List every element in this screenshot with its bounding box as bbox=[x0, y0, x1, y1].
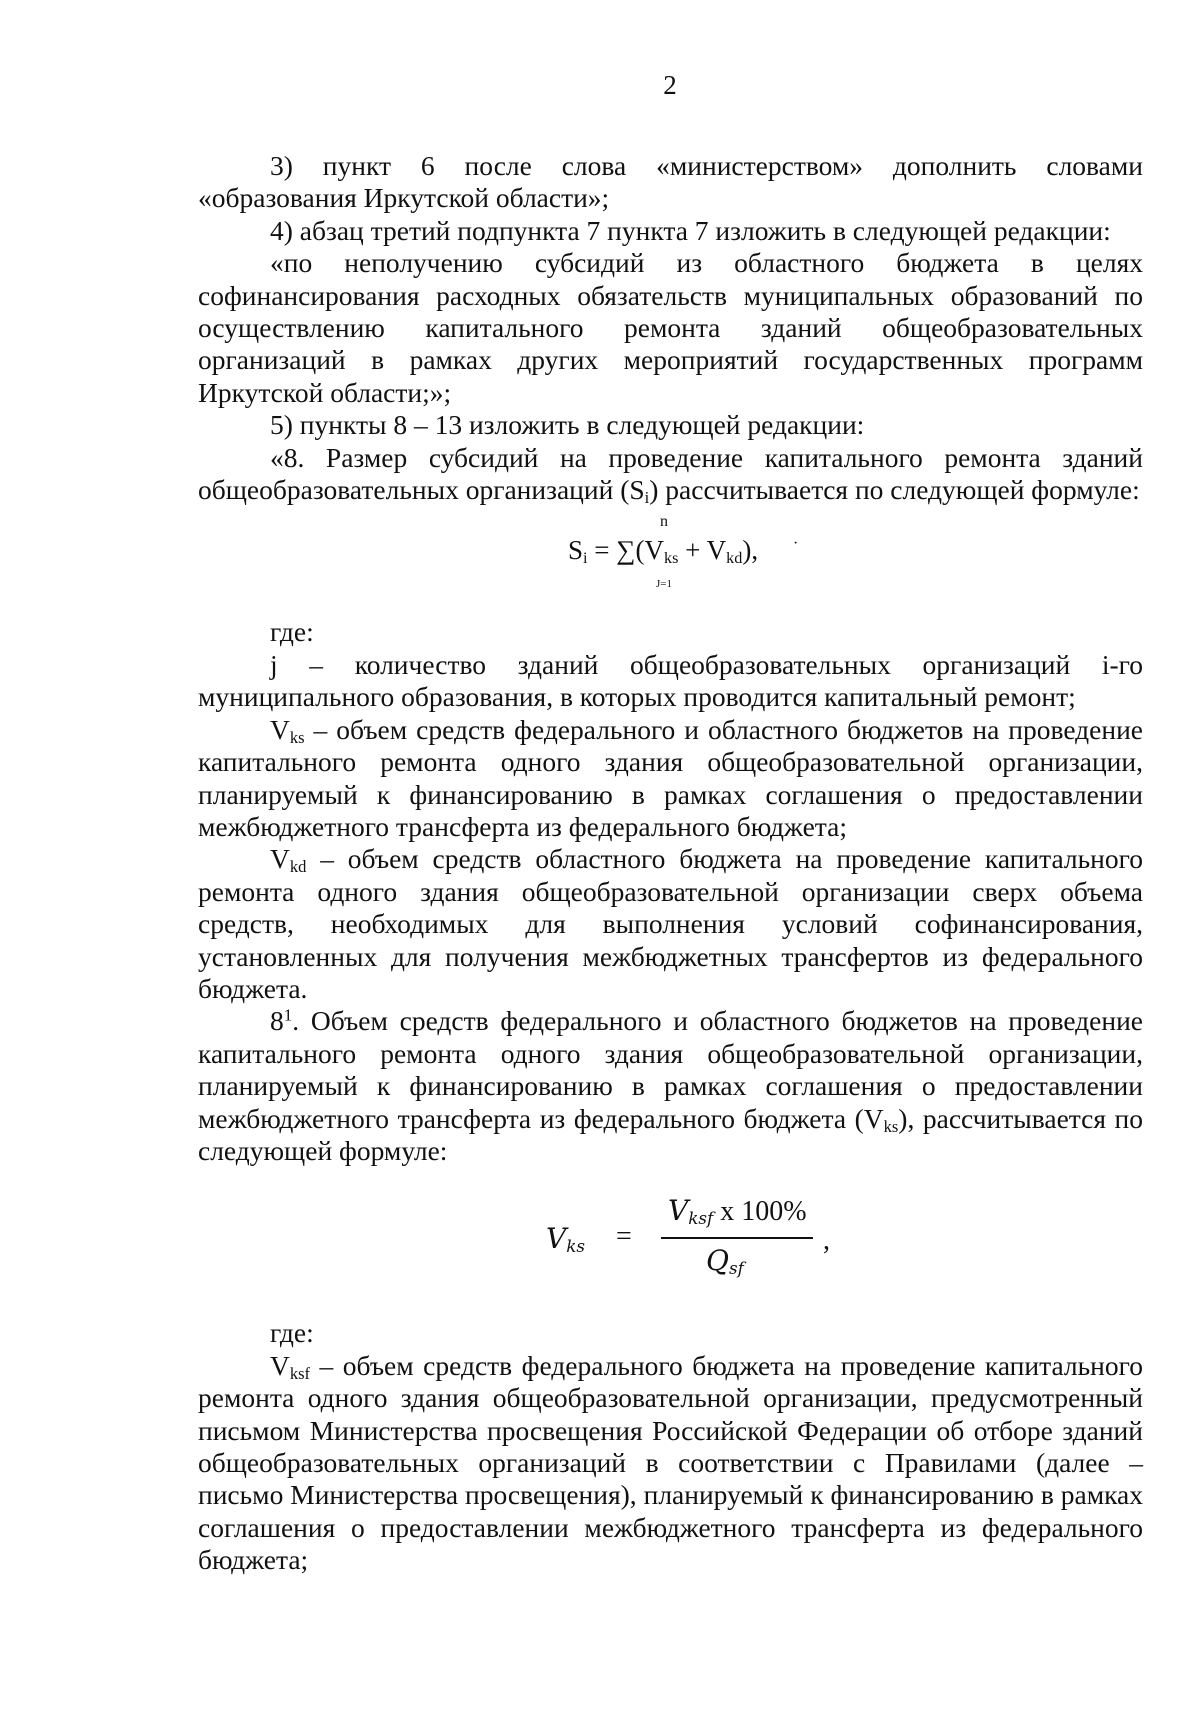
formula-vks-lhs-symbol: V bbox=[546, 1222, 567, 1256]
point-8-1-sup: 1 bbox=[283, 1005, 293, 1025]
formula-vks-num-symbol: V bbox=[668, 1194, 689, 1228]
vksf-sub: ksf bbox=[289, 1363, 311, 1383]
formula-vks-lhs-sub: ks bbox=[566, 1236, 586, 1257]
document-body bbox=[198, 150, 1143, 1577]
vkd-symbol: V bbox=[270, 843, 290, 875]
paragraph-point-8 bbox=[198, 442, 1143, 507]
definition-vksf bbox=[198, 1350, 1143, 1577]
where-label-2: где: bbox=[270, 1317, 314, 1349]
point-8-1-number: 8 bbox=[270, 1005, 284, 1037]
page-number: 2 bbox=[663, 70, 677, 100]
formula-si-lhs: S bbox=[568, 535, 584, 566]
stray-mark: · bbox=[793, 535, 799, 553]
where-label-1: где: bbox=[270, 616, 314, 648]
formula-vks-num-tail: x 100% bbox=[713, 1196, 807, 1228]
point-8-1-text: . Объем средств федерального и областного бюджетов на проведение капитального ремонта одного здания общеобразовательной организации, планируемый к финансированию в рамках соглашения о предоставлении межбюджетного трансферта из федерального бюджета (V bbox=[198, 1005, 1143, 1134]
formula-si-eq: = ∑(V bbox=[587, 535, 664, 566]
point-8-tail: ) рассчитываетcя по следующей формуле: bbox=[649, 474, 1140, 506]
formula-vks-comma: , bbox=[823, 1225, 830, 1257]
formula-si-vks-sub: ks bbox=[664, 549, 679, 568]
formula-vks-lhs bbox=[546, 1223, 585, 1255]
vkd-text: – объем средств областного бюджета на проведение капитального ремонта одного здания общеобразовательной организации сверх объема средств, необходимых для выполнения условий софинансирования, установленных для получения межбюджетных трансфертов из федерального бюджета. bbox=[198, 843, 1143, 1004]
formula-si bbox=[198, 506, 1143, 616]
paragraph-item-4: 4) абзац третий подпункта 7 пункта 7 изложить в следующей редакции: bbox=[270, 214, 1111, 246]
formula-vks-denominator bbox=[706, 1245, 744, 1278]
definition-j: j – количество зданий общеобразовательных организаций i-го муниципального образования, в которых проводится капитальный ремонт; bbox=[198, 648, 1143, 713]
formula-si-plus: + V bbox=[678, 535, 727, 566]
paragraph-item-4-quote: «по неполучению субсидий из областного бюджета в целях софинансирования расходных обязательств муниципальных образований по осуществлению капитального ремонта зданий общеобразовательных организаций в рамках других мероприятий государственных программ Иркутской области;»; bbox=[198, 247, 1143, 408]
point-8-1-tail: ), рассчитывается по следующей формуле: bbox=[198, 1102, 1143, 1166]
sum-upper-limit: n bbox=[660, 513, 668, 531]
paragraph-point-8-1 bbox=[198, 1005, 1143, 1167]
formula-si-expression bbox=[568, 534, 758, 566]
vks-text: – объем средств федерального и областного бюджетов на проведение капитального ремонта одного здания общеобразовательной организации, планируемый к финансированию в рамках соглашения о предоставлении межбюджетного трансферта из федерального бюджета; bbox=[198, 713, 1143, 842]
vksf-text: – объем средств федерального бюджета на проведение капитального ремонта одного здания общеобразовательной организации, предусмотренный письмом Министерства просвещения Российской Федерации об отборе зданий общеобразовательных организаций в соответствии с Правилами (далее – письмо Министерства просвещения), планируемый к финансированию в рамках соглашения о предоставлении межбюджетного трансферта из федерального бюджета; bbox=[198, 1349, 1143, 1576]
formula-si-lhs-sub: i bbox=[583, 549, 588, 568]
formula-vks-den-symbol: Q bbox=[706, 1244, 729, 1278]
fraction-bar bbox=[661, 1237, 813, 1239]
paragraph-item-3: 3) пункт 6 после слова «министерством» дополнить словами «образования Иркутской области»; bbox=[198, 150, 1143, 214]
sum-lower-limit: J=1 bbox=[656, 578, 672, 591]
formula-si-vkd-sub: kd bbox=[726, 549, 743, 568]
paragraph-item-5: 5) пункты 8 – 13 изложить в следующей редакции: bbox=[270, 409, 865, 441]
point-8-sub: i bbox=[644, 488, 650, 508]
point-8-1-sub: ks bbox=[883, 1116, 899, 1136]
formula-vks-eq: = bbox=[616, 1221, 632, 1253]
formula-vks-num-sub: ksf bbox=[688, 1208, 714, 1229]
vks-symbol: V bbox=[270, 713, 290, 745]
point-8-text: «8. Размер субсидий на проведение капитального ремонта зданий общеобразовательных организаций (S bbox=[198, 441, 1143, 506]
formula-vks-den-sub: sf bbox=[728, 1258, 744, 1279]
formula-vks-numerator bbox=[668, 1195, 807, 1228]
vkd-sub: kd bbox=[289, 857, 307, 877]
definition-vkd bbox=[198, 843, 1143, 1005]
definition-vks bbox=[198, 714, 1143, 844]
formula-si-tail: ), bbox=[742, 535, 759, 566]
vksf-symbol: V bbox=[270, 1349, 290, 1381]
formula-vks bbox=[198, 1167, 1143, 1317]
vks-sub: ks bbox=[289, 727, 305, 747]
